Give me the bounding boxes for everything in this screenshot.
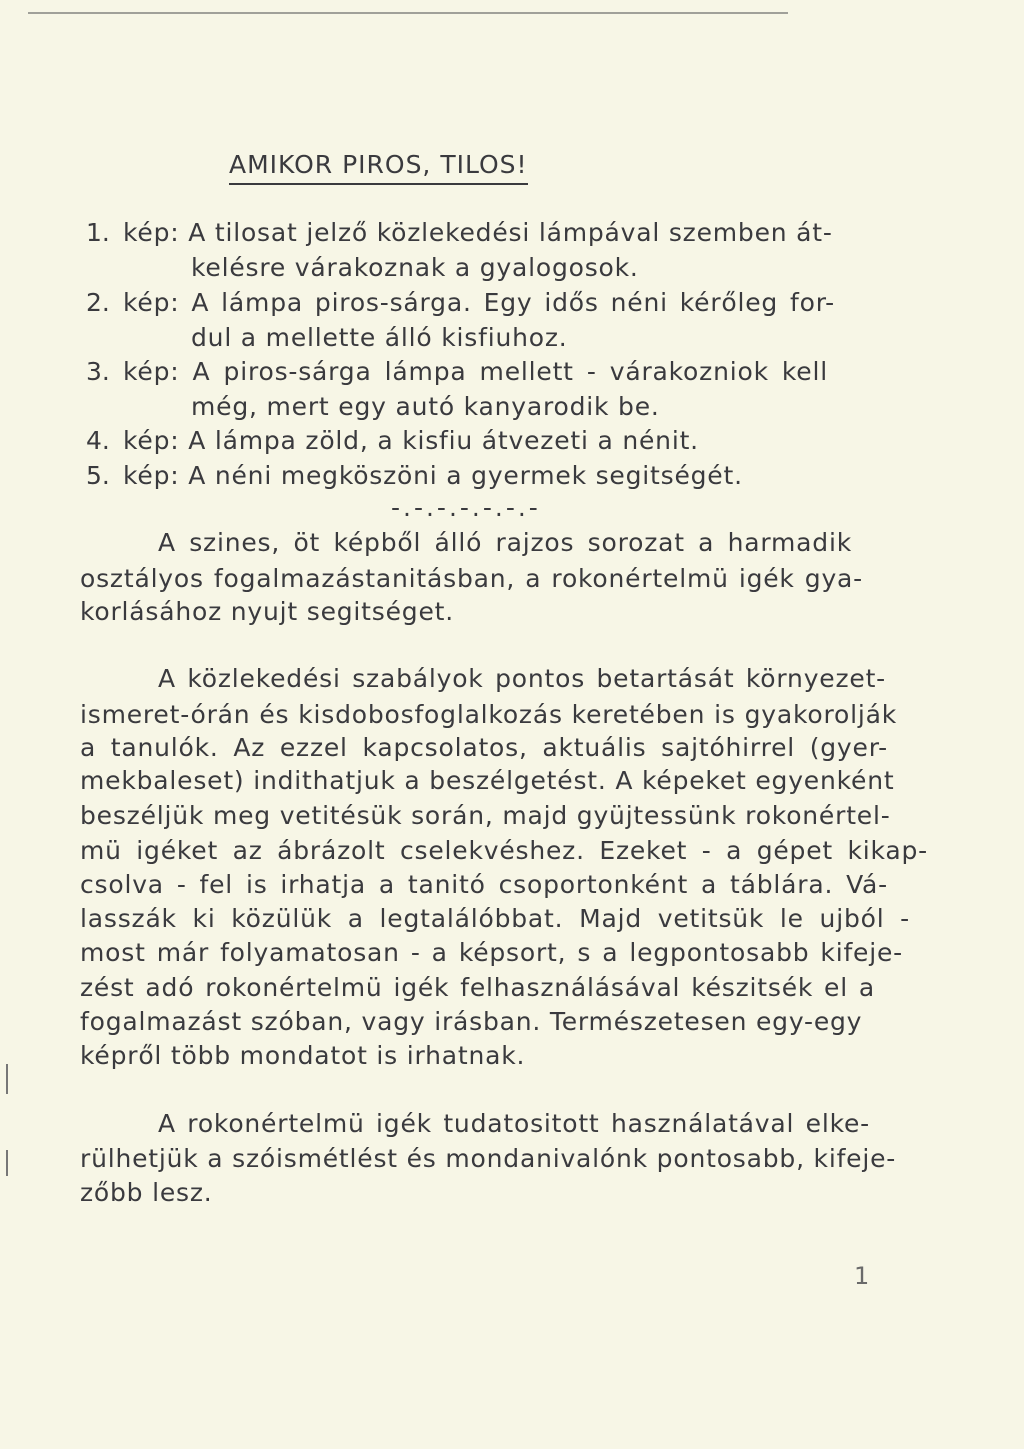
paragraph-line: mekbaleset) indithatjuk a beszélgetést. A képeket egyenként: [80, 766, 895, 795]
paragraph-line: lasszák ki közülük a legtalálóbbat. Majd vetitsük le ujból -: [80, 904, 910, 933]
paragraph-line: csolva - fel is irhatja a tanitó csoportonként a táblára. Vá-: [80, 870, 888, 899]
list-item-line: kép: A tilosat jelző közlekedési lámpával szemben át-: [123, 218, 833, 247]
list-number: 2.: [86, 288, 110, 317]
list-item-line: kelésre várakoznak a gyalogosok.: [191, 253, 639, 282]
paragraph-line: beszéljük meg vetitésük során, majd gyüjtessünk rokonértel-: [80, 801, 891, 830]
page-number: 1: [854, 1262, 870, 1290]
list-number: 5.: [86, 461, 110, 490]
paragraph-line: zést adó rokonértelmü igék felhasználásával készitsék el a: [80, 973, 875, 1002]
paragraph-line: képről több mondatot is irhatnak.: [80, 1041, 526, 1070]
section-separator: -.-.-.-.-.-.-: [391, 493, 541, 522]
paragraph-line: A rokonértelmü igék tudatositott használatával elke-: [158, 1109, 870, 1138]
paragraph-line: A szines, öt képből álló rajzos sorozat a harmadik: [158, 528, 852, 557]
margin-mark: [6, 1064, 8, 1094]
paragraph-line: korlásához nyujt segitséget.: [80, 597, 454, 626]
margin-mark: [6, 1150, 8, 1176]
paragraph-line: a tanulók. Az ezzel kapcsolatos, aktuális sajtóhirrel (gyer-: [80, 733, 888, 762]
paragraph-line: mü igéket az ábrázolt cselekvéshez. Ezeket - a gépet kikap-: [80, 836, 928, 865]
list-item-line: dul a mellette álló kisfiuhoz.: [191, 323, 568, 352]
paragraph-line: zőbb lesz.: [80, 1178, 213, 1207]
list-item-line: kép: A lámpa piros-sárga. Egy idős néni kérőleg for-: [123, 288, 835, 317]
list-number: 3.: [86, 357, 110, 386]
list-item-line: kép: A lámpa zöld, a kisfiu átvezeti a nénit.: [123, 426, 699, 455]
paragraph-line: fogalmazást szóban, vagy irásban. Természetesen egy-egy: [80, 1007, 863, 1036]
list-number: 4.: [86, 426, 110, 455]
list-number: 1.: [86, 218, 110, 247]
page-title: AMIKOR PIROS, TILOS!: [229, 150, 528, 185]
paragraph-line: A közlekedési szabályok pontos betartását környezet-: [158, 664, 886, 693]
list-item-line: kép: A piros-sárga lámpa mellett - várakozniok kell: [123, 357, 828, 386]
list-item-line: kép: A néni megköszöni a gyermek segitségét.: [123, 461, 743, 490]
paragraph-line: ismeret-órán és kisdobosfoglalkozás keretében is gyakorolják: [80, 700, 897, 729]
paragraph-line: rülhetjük a szóismétlést és mondanivalónk pontosabb, kifeje-: [80, 1144, 897, 1173]
paragraph-line: most már folyamatosan - a képsort, s a legpontosabb kifeje-: [80, 938, 903, 967]
list-item-line: még, mert egy autó kanyarodik be.: [191, 392, 660, 421]
paragraph-line: osztályos fogalmazástanitásban, a rokonértelmü igék gya-: [80, 564, 863, 593]
